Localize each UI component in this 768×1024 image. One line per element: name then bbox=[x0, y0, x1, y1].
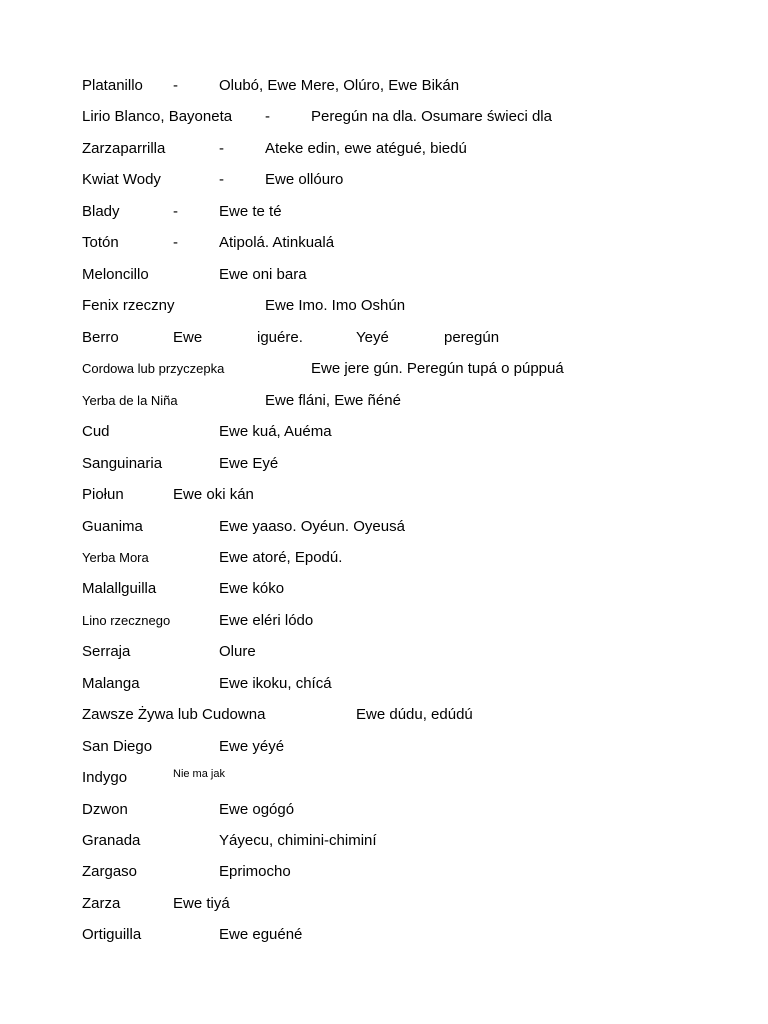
entry-row bbox=[0, 170, 768, 194]
entry-row bbox=[0, 391, 768, 415]
ewe-name: Peregún na dla. Osumare świeci dla bbox=[311, 108, 552, 125]
ewe-name: Ewe fláni, Ewe ñéné bbox=[265, 392, 401, 409]
ewe-name: Ewe tiyá bbox=[173, 895, 230, 912]
ewe-name: Ewe ogógó bbox=[219, 801, 295, 818]
entry-row bbox=[0, 800, 768, 824]
entry-row bbox=[0, 579, 768, 603]
plant-name: Blady bbox=[82, 203, 120, 220]
plant-name: Lino rzecznego bbox=[82, 613, 171, 628]
dash: - bbox=[219, 171, 224, 188]
ewe-name: Olure bbox=[219, 643, 256, 660]
entry-row bbox=[0, 233, 768, 257]
plant-name: Zargaso bbox=[82, 863, 138, 880]
dash: - bbox=[173, 234, 178, 251]
plant-name: Zarza bbox=[82, 895, 121, 912]
entry-row bbox=[0, 768, 768, 792]
entry-row bbox=[0, 674, 768, 698]
plant-name: San Diego bbox=[82, 738, 153, 755]
entry-row bbox=[0, 265, 768, 289]
plant-name: Yerba Mora bbox=[82, 550, 149, 565]
ewe-name: Ewe dúdu, edúdú bbox=[356, 706, 473, 723]
ewe-name: Eprimocho bbox=[219, 863, 291, 880]
entry-row bbox=[0, 202, 768, 226]
plant-name: Berro bbox=[82, 329, 119, 346]
ewe-name-part-3: Yeyé bbox=[356, 329, 389, 346]
ewe-name: Ewe atoré, Epodú. bbox=[219, 549, 343, 566]
entry-row bbox=[0, 296, 768, 320]
plant-name: Zawsze Żywa lub Cudowna bbox=[82, 706, 266, 723]
entry-row bbox=[0, 705, 768, 729]
plant-name: Meloncillo bbox=[82, 266, 149, 283]
plant-name: Kwiat Wody bbox=[82, 171, 161, 188]
ewe-name: Ewe yaaso. Oyéun. Oyeusá bbox=[219, 518, 405, 535]
dash: - bbox=[265, 108, 270, 125]
ewe-name: Ewe jere gún. Peregún tupá o púppuá bbox=[311, 360, 564, 377]
ewe-name: Atipolá. Atinkualá bbox=[219, 234, 335, 251]
entry-row bbox=[0, 328, 768, 352]
ewe-name: Nie ma jak bbox=[173, 768, 225, 780]
entry-row bbox=[0, 485, 768, 509]
ewe-name: Ewe Imo. Imo Oshún bbox=[265, 297, 406, 314]
entry-row bbox=[0, 422, 768, 446]
entry-row bbox=[0, 517, 768, 541]
entry-row bbox=[0, 107, 768, 131]
entry-row bbox=[0, 548, 768, 572]
plant-name: Indygo bbox=[82, 769, 128, 786]
ewe-name-part-4: peregún bbox=[444, 329, 500, 346]
ewe-name: Ewe ollóuro bbox=[265, 171, 344, 188]
plant-name: Guanima bbox=[82, 518, 143, 535]
plant-name: Malanga bbox=[82, 675, 140, 692]
entry-row bbox=[0, 359, 768, 383]
plant-name: Lirio Blanco, Bayoneta bbox=[82, 108, 233, 125]
plant-name: Platanillo bbox=[82, 77, 143, 94]
plant-name: Cordowa lub przyczepka bbox=[82, 361, 225, 376]
plant-name: Cud bbox=[82, 423, 110, 440]
plant-name: Granada bbox=[82, 832, 141, 849]
entry-row bbox=[0, 831, 768, 855]
ewe-name: Ewe bbox=[173, 329, 203, 346]
dash: - bbox=[219, 140, 224, 157]
plant-name: Zarzaparrilla bbox=[82, 140, 166, 157]
ewe-name: Ewe Eyé bbox=[219, 455, 279, 472]
ewe-name: Yáyecu, chimini-chiminí bbox=[219, 832, 377, 849]
plant-name: Fenix rzeczny bbox=[82, 297, 175, 314]
ewe-name: Ewe te té bbox=[219, 203, 282, 220]
dash: - bbox=[173, 77, 178, 94]
plant-name: Yerba de la Niña bbox=[82, 393, 178, 408]
plant-name: Dzwon bbox=[82, 801, 128, 818]
plant-name: Ortiguilla bbox=[82, 926, 142, 943]
plant-name: Piołun bbox=[82, 486, 124, 503]
ewe-name: Ewe kuá, Auéma bbox=[219, 423, 332, 440]
ewe-name: Ewe ikoku, chícá bbox=[219, 675, 332, 692]
ewe-name: Ewe eguéné bbox=[219, 926, 303, 943]
ewe-name: Olubó, Ewe Mere, Olúro, Ewe Bikán bbox=[219, 77, 460, 94]
entry-row bbox=[0, 76, 768, 100]
entry-row bbox=[0, 737, 768, 761]
ewe-name: Ewe oki kán bbox=[173, 486, 254, 503]
entry-row bbox=[0, 862, 768, 886]
ewe-name-part-2: iguére. bbox=[257, 329, 303, 346]
entry-row bbox=[0, 611, 768, 635]
ewe-name: Ewe yéyé bbox=[219, 738, 285, 755]
plant-name: Totón bbox=[82, 234, 119, 251]
ewe-name: Ewe oni bara bbox=[219, 266, 307, 283]
plant-name: Sanguinaria bbox=[82, 455, 163, 472]
entry-row bbox=[0, 894, 768, 918]
ewe-name: Ewe kóko bbox=[219, 580, 285, 597]
ewe-name: Ateke edin, ewe atégué, biedú bbox=[265, 140, 467, 157]
plant-name: Serraja bbox=[82, 643, 131, 660]
plant-name: Malallguilla bbox=[82, 580, 157, 597]
entry-row bbox=[0, 139, 768, 163]
entry-row bbox=[0, 925, 768, 949]
entry-row bbox=[0, 642, 768, 666]
dash: - bbox=[173, 203, 178, 220]
ewe-name: Ewe eléri lódo bbox=[219, 612, 314, 629]
entry-row bbox=[0, 454, 768, 478]
